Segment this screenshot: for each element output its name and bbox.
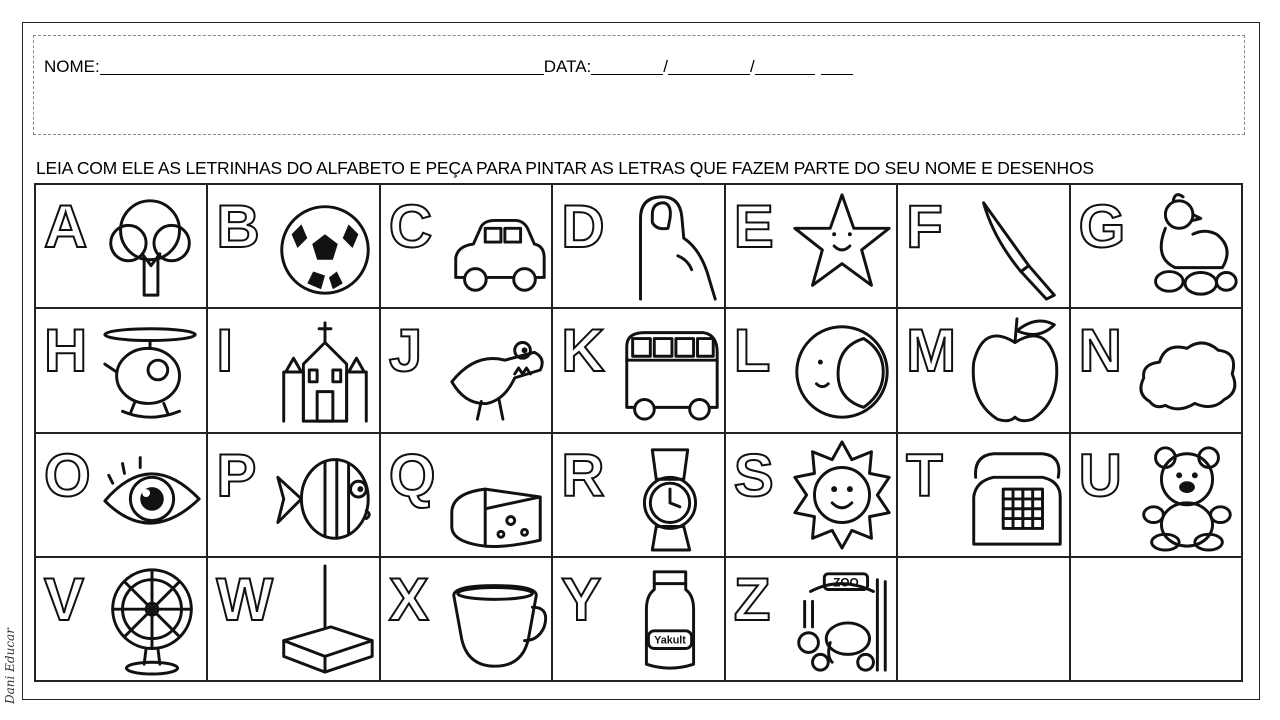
outline-letter[interactable]: Z <box>733 565 771 633</box>
outline-letter[interactable]: T <box>906 441 943 509</box>
letter-card-f[interactable] <box>897 184 1069 308</box>
outline-letter[interactable]: A <box>44 193 88 260</box>
outline-letter[interactable]: R <box>561 441 605 509</box>
fish-icon[interactable] <box>273 438 377 552</box>
helicopter-icon[interactable] <box>100 313 204 427</box>
letter-card-l[interactable] <box>725 308 897 432</box>
cup-icon[interactable] <box>445 562 549 676</box>
moon-icon[interactable] <box>790 313 894 427</box>
letter-card-m[interactable] <box>897 308 1069 432</box>
date-extra-field[interactable] <box>821 58 853 75</box>
date-day-field[interactable] <box>591 58 663 75</box>
outline-letter[interactable]: H <box>44 317 88 385</box>
outline-letter[interactable]: Y <box>561 565 602 633</box>
soccer-ball-icon[interactable] <box>273 189 377 303</box>
letter-card-e[interactable] <box>725 184 897 308</box>
zoo-sign-text: ZOO <box>833 576 859 590</box>
letter-card-v[interactable] <box>35 557 207 681</box>
header-box <box>33 35 1245 135</box>
name-label: NOME: <box>44 57 100 76</box>
teddy-bear-icon[interactable] <box>1135 438 1239 552</box>
letter-card-c[interactable] <box>380 184 552 308</box>
letter-card-q[interactable] <box>380 433 552 557</box>
empty-card[interactable] <box>897 557 1069 681</box>
outline-letter[interactable]: D <box>561 193 605 260</box>
letter-card-n[interactable] <box>1070 308 1242 432</box>
date-separator: / <box>663 57 669 76</box>
knife-icon[interactable] <box>963 189 1067 303</box>
alphabet-grid <box>34 183 1243 682</box>
sun-icon[interactable] <box>790 438 894 552</box>
outline-letter[interactable]: J <box>388 317 423 385</box>
telephone-icon[interactable] <box>963 438 1067 552</box>
letter-card-p[interactable] <box>207 433 379 557</box>
letter-card-x[interactable] <box>380 557 552 681</box>
car-icon[interactable] <box>445 189 549 303</box>
eye-icon[interactable] <box>100 438 204 552</box>
outline-letter[interactable]: K <box>561 317 605 385</box>
letter-card-a[interactable] <box>35 184 207 308</box>
yakult-bottle-icon[interactable] <box>618 562 722 676</box>
author-credit <box>3 600 21 710</box>
outline-letter[interactable]: N <box>1078 317 1122 385</box>
outline-letter[interactable]: P <box>216 441 257 509</box>
outline-letter[interactable]: C <box>388 193 433 260</box>
letter-card-d[interactable] <box>552 184 724 308</box>
outline-letter[interactable]: E <box>733 193 774 260</box>
letter-card-i[interactable] <box>207 308 379 432</box>
yakult-label-text: Yakult <box>653 634 686 647</box>
alligator-icon[interactable] <box>445 313 549 427</box>
outline-letter[interactable]: B <box>216 193 260 260</box>
outline-letter[interactable]: L <box>733 317 771 385</box>
outline-letter[interactable]: V <box>44 565 85 633</box>
letter-card-y[interactable] <box>552 557 724 681</box>
outline-letter[interactable]: M <box>906 317 957 385</box>
watch-icon[interactable] <box>618 438 722 552</box>
finger-icon[interactable] <box>618 189 722 303</box>
outline-letter[interactable]: I <box>216 317 234 385</box>
date-month-field[interactable] <box>668 58 750 75</box>
cloud-icon[interactable] <box>1135 313 1239 427</box>
empty-card[interactable] <box>1070 557 1242 681</box>
hen-icon[interactable] <box>1135 189 1239 303</box>
letter-card-o[interactable] <box>35 433 207 557</box>
letter-card-g[interactable] <box>1070 184 1242 308</box>
header-line <box>44 57 853 77</box>
star-icon[interactable] <box>790 189 894 303</box>
outline-letter[interactable]: O <box>44 441 91 509</box>
letter-card-k[interactable] <box>552 308 724 432</box>
letter-card-t[interactable] <box>897 433 1069 557</box>
cheese-icon[interactable] <box>445 438 549 552</box>
fan-icon[interactable] <box>100 562 204 676</box>
church-icon[interactable] <box>273 313 377 427</box>
wifi-router-icon[interactable] <box>273 562 377 676</box>
outline-letter[interactable]: G <box>1078 193 1126 260</box>
outline-letter[interactable]: X <box>388 565 429 633</box>
letter-card-r[interactable] <box>552 433 724 557</box>
zoo-icon[interactable] <box>790 562 894 676</box>
outline-letter[interactable]: W <box>216 565 274 633</box>
kombi-van-icon[interactable] <box>618 313 722 427</box>
letter-card-j[interactable] <box>380 308 552 432</box>
author-credit-text: Dani Educar <box>3 628 17 704</box>
outline-letter[interactable]: S <box>733 441 774 509</box>
date-separator: / <box>750 57 755 76</box>
letter-card-s[interactable] <box>725 433 897 557</box>
name-field[interactable] <box>100 58 544 75</box>
outline-letter[interactable]: U <box>1078 441 1122 509</box>
apple-icon[interactable] <box>963 313 1067 427</box>
date-year-field[interactable] <box>755 58 815 75</box>
instruction-text: LEIA COM ELE AS LETRINHAS DO ALFABETO E PEÇA PARA PINTAR AS LETRAS QUE FAZEM PARTE DO SEU NOME E DESENHOS <box>36 158 1094 178</box>
outline-letter[interactable]: Q <box>388 441 436 509</box>
letter-card-b[interactable] <box>207 184 379 308</box>
letter-card-h[interactable] <box>35 308 207 432</box>
outline-letter[interactable]: F <box>906 193 943 260</box>
letter-card-w[interactable] <box>207 557 379 681</box>
tree-icon[interactable] <box>100 189 204 303</box>
letter-card-z[interactable] <box>725 557 897 681</box>
letter-card-u[interactable] <box>1070 433 1242 557</box>
date-label: DATA: <box>543 57 592 76</box>
